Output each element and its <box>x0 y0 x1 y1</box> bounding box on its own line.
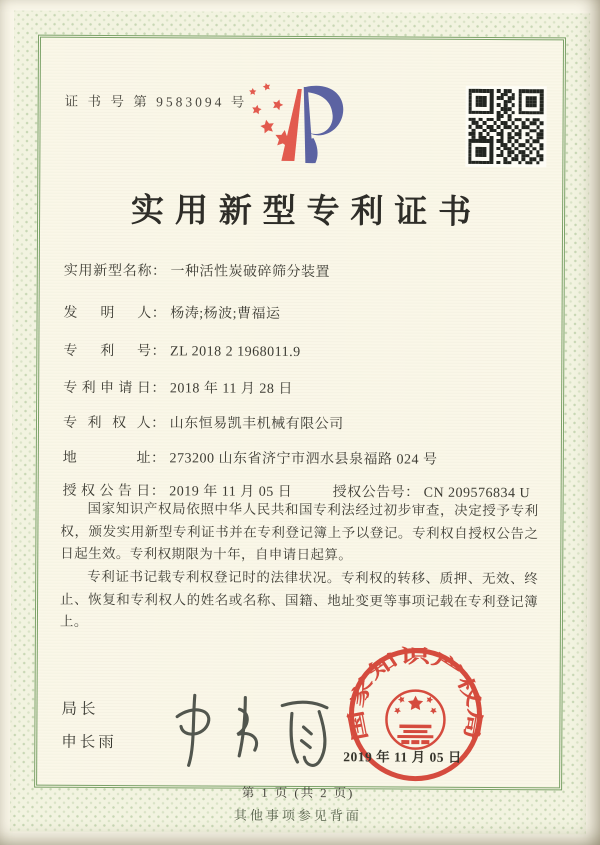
field-value: 2018 年 11 月 28 日 <box>169 381 293 397</box>
field-colon: ： <box>151 264 167 280</box>
field-value: ZL 2018 2 1968011.9 <box>170 344 301 361</box>
field-label: 授权公告日 <box>62 483 151 500</box>
field-row-patentee <box>63 412 543 435</box>
officer-block <box>61 694 117 759</box>
field-colon: ： <box>151 306 167 322</box>
field-label: 发明人 <box>63 305 152 322</box>
certificate-number: 证 书 号 第 9583094 号 <box>64 93 248 110</box>
field-value: 273200 山东省济宁市泗水县泉福路 024 号 <box>169 451 438 468</box>
field-label: 地址 <box>62 450 152 467</box>
field-value: 2019 年 11 月 05 日 <box>169 484 293 500</box>
field-colon: ： <box>150 484 166 500</box>
field-row-inventors <box>64 302 544 325</box>
field-row-patent-number <box>63 340 543 363</box>
field-row-name <box>64 260 544 283</box>
field-label: 专利权人 <box>62 415 152 432</box>
cnipa-logo-icon <box>245 75 350 168</box>
seal-date: 2019 年 11 月 05 日 <box>343 749 462 765</box>
svg-text:国家知识产权局 <box>345 644 487 743</box>
officer-name: 申长雨 <box>61 733 117 751</box>
signature-shen-changyu <box>167 683 342 772</box>
certificate-inner <box>34 35 566 801</box>
field-label: 专利号 <box>63 343 152 360</box>
field-value: 山东恒易凯丰机械有限公司 <box>169 416 344 433</box>
seal-text: 国家知识产权局 <box>346 646 486 743</box>
qr-code <box>465 86 547 168</box>
legal-paragraph-1: 国家知识产权局依照中华人民共和国专利法经过初步审查，决定授予专利权，颁发实用新型专利证书并在专利登记簿上予以登记。专利权自授权公告之日起生效。专利权期限为十年，自申请日起算。 <box>60 500 539 563</box>
field-colon: ： <box>151 381 166 397</box>
field-label: 专利申请日 <box>63 380 152 397</box>
field-value: 一种活性炭破碎筛分装置 <box>170 264 331 281</box>
field-colon: ： <box>151 344 167 360</box>
certificate-title: 实用新型专利证书 <box>130 193 483 231</box>
back-side-note: 其他事项参见背面 <box>233 807 362 824</box>
certificate <box>10 10 590 834</box>
field-row-address <box>63 447 543 470</box>
field-colon: ： <box>405 485 420 501</box>
national-emblem-icon <box>386 690 444 748</box>
cnipa-round-seal <box>340 639 491 790</box>
legal-paragraph-2: 专利证书记载专利权登记时的法律状况。专利权的转移、质押、无效、终止、恢复和专利权人的姓名或名称、国籍、地址变更等事项记载在专利登记簿上。 <box>59 568 539 630</box>
field-value: CN 209576834 U <box>423 485 531 502</box>
field-value: 杨涛;杨波;曹福运 <box>170 306 281 322</box>
field-label: 授权公告号 <box>332 485 406 501</box>
legal-paragraphs <box>60 498 539 637</box>
officer-title: 局长 <box>61 700 99 718</box>
field-label: 实用新型名称 <box>63 263 153 280</box>
field-row-filing-date <box>63 377 543 400</box>
field-colon: ： <box>150 451 166 467</box>
field-colon: ： <box>151 416 166 432</box>
page-number: 第 1 页 (共 2 页) <box>241 785 355 801</box>
